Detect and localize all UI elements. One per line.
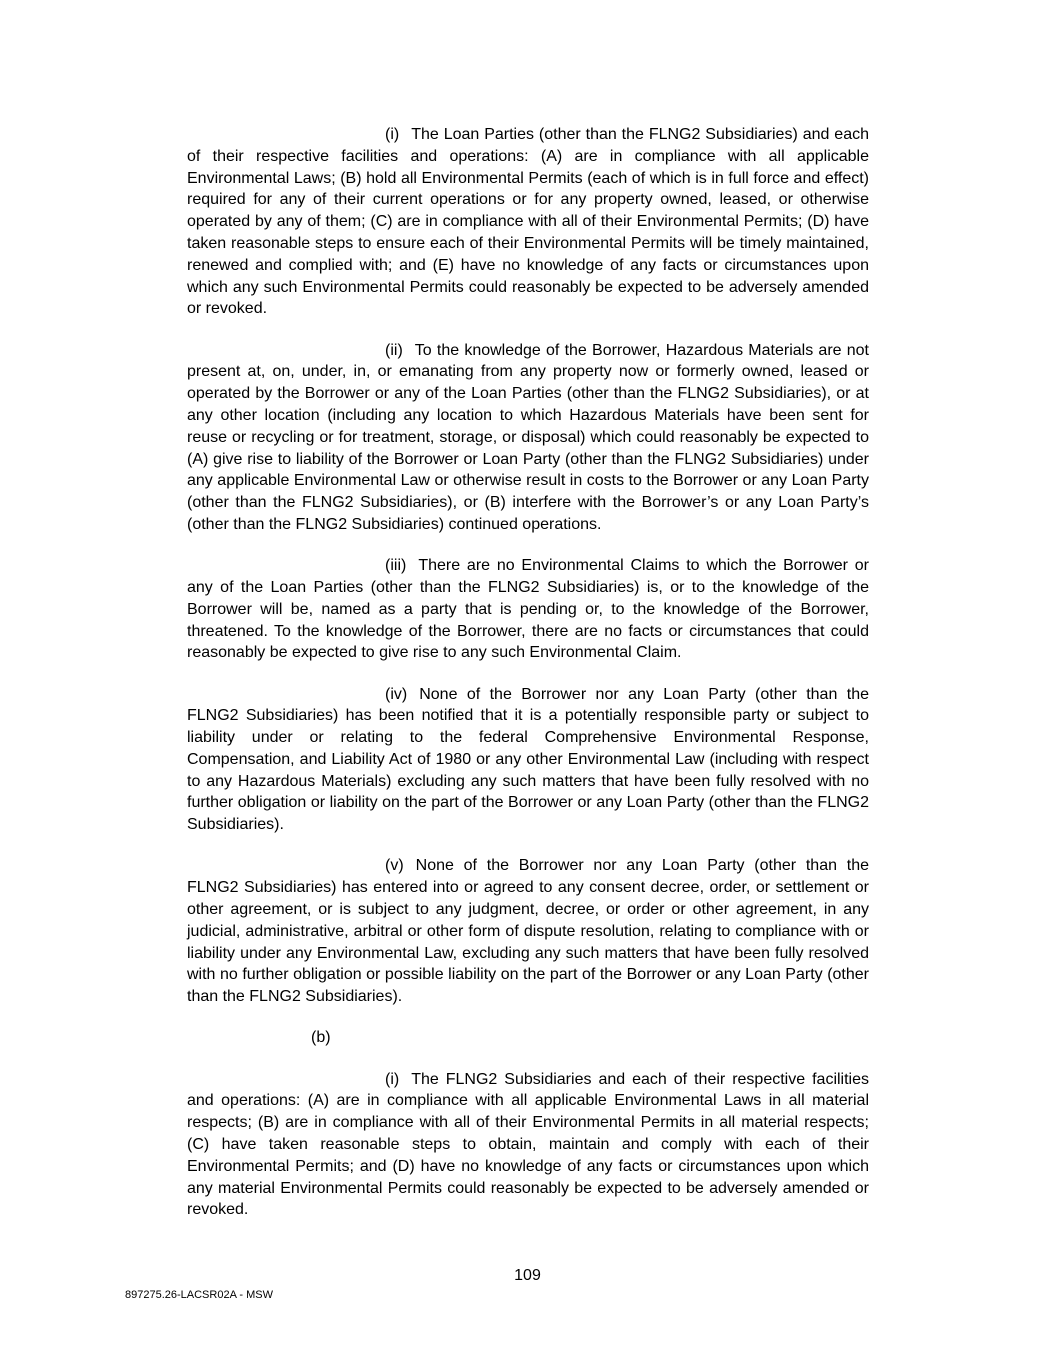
- paragraph-text: The FLNG2 Subsidiaries and each of their respective facilities and operations: (A) are in compliance with all applicable Environmental Laws in all material respects; (B) are in compliance with all of their Environmental Permits in all material respects; (C) have taken reasonable steps to obtain, maintain and comply with each of their Environmental Permits; and (D) have no knowledge of any facts or circumstances upon which any material Environmental Permits could reasonably be expected to be adversely amended or revoked.: [187, 1070, 869, 1219]
- paragraph-a-v: [187, 855, 869, 1008]
- paragraph-a-iv: [187, 684, 869, 837]
- document-id: 897275.26-LACSR02A - MSW: [125, 1289, 273, 1301]
- paragraph-b-i: [187, 1069, 869, 1222]
- paragraph-text: The Loan Parties (other than the FLNG2 Subsidiaries) and each of their respective facilities and operations: (A) are in compliance with all applicable Environmental Laws; (B) hold all Environmental Permits (each of which is in full force and effect) required for any of their current operations or for any property owned, leased, or otherwise operated by any of them; (C) are in compliance with all of their Environmental Permits; (D) have taken reasonable steps to ensure each of their Environmental Permits will be timely maintained, renewed and complied with; and (E) have no knowledge of any facts or circumstances upon which any such Environmental Permits could reasonably be expected to be adversely amended or revoked.: [187, 126, 869, 318]
- paragraph-number: (i): [385, 1070, 400, 1088]
- paragraph-number: (iii): [385, 557, 407, 575]
- paragraph-a-ii: [187, 340, 869, 536]
- paragraph-text: There are no Environmental Claims to which the Borrower or any of the Loan Parties (other than the FLNG2 Subsidiaries) is, or to the knowledge of the Borrower will be, named as a party that is pending or, to the knowledge of the Borrower, threatened. To the knowledge of the Borrower, there are no facts or circumstances that could reasonably be expected to give rise to any such Environmental Claim.: [187, 557, 869, 662]
- page-number: 109: [514, 1267, 541, 1284]
- paragraph-text: None of the Borrower nor any Loan Party (other than the FLNG2 Subsidiaries) has entered into or agreed to any consent decree, order, or settlement or other agreement, or is subject to any judgment, decree, or order or other agreement, in any judicial, administrative, arbitral or other form of dispute resolution, relating to compliance with or liability under any Environmental Law, excluding any such matters that have been fully resolved with no further obligation or possible liability on the part of the Borrower or any Loan Party (other than the FLNG2 Subsidiaries).: [187, 857, 869, 1006]
- paragraph-a-iii: [187, 555, 869, 664]
- paragraph-text: None of the Borrower nor any Loan Party (other than the FLNG2 Subsidiaries) has been notified that it is a potentially responsible party or subject to liability under or relating to the federal Comprehensive Environmental Response, Compensation, and Liability Act of 1980 or any other Environmental Law (including with respect to any Hazardous Materials) excluding any such matters that have been fully resolved with no further obligation or liability on the part of the Borrower or any Loan Party (other than the FLNG2 Subsidiaries).: [187, 685, 869, 834]
- paragraph-number: (v): [385, 857, 404, 875]
- paragraph-number: (ii): [385, 341, 403, 359]
- paragraph-a-i: [187, 124, 869, 320]
- paragraph-number: (i): [385, 126, 400, 143]
- document-body: [187, 124, 869, 1241]
- paragraph-number: (iv): [385, 685, 408, 703]
- section-b-label: (b): [311, 1029, 331, 1047]
- paragraph-text: To the knowledge of the Borrower, Hazardous Materials are not present at, on, under, in, or emanating from any property now or formerly owned, leased or operated by the Borrower or any of the Loan Parties (other than the FLNG2 Subsidiaries), or at any other location (including any location to which Hazardous Materials have been sent for reuse or recycling or for treatment, storage, or disposal) which could reasonably be expected to (A) give rise to liability of the Borrower or Loan Party (other than the FLNG2 Subsidiaries) under any applicable Environmental Law or otherwise result in costs to the Borrower or any Loan Party (other than the FLNG2 Subsidiaries), or (B) interfere with the Borrower’s or any Loan Party’s (other than the FLNG2 Subsidiaries) continued operations.: [187, 341, 869, 533]
